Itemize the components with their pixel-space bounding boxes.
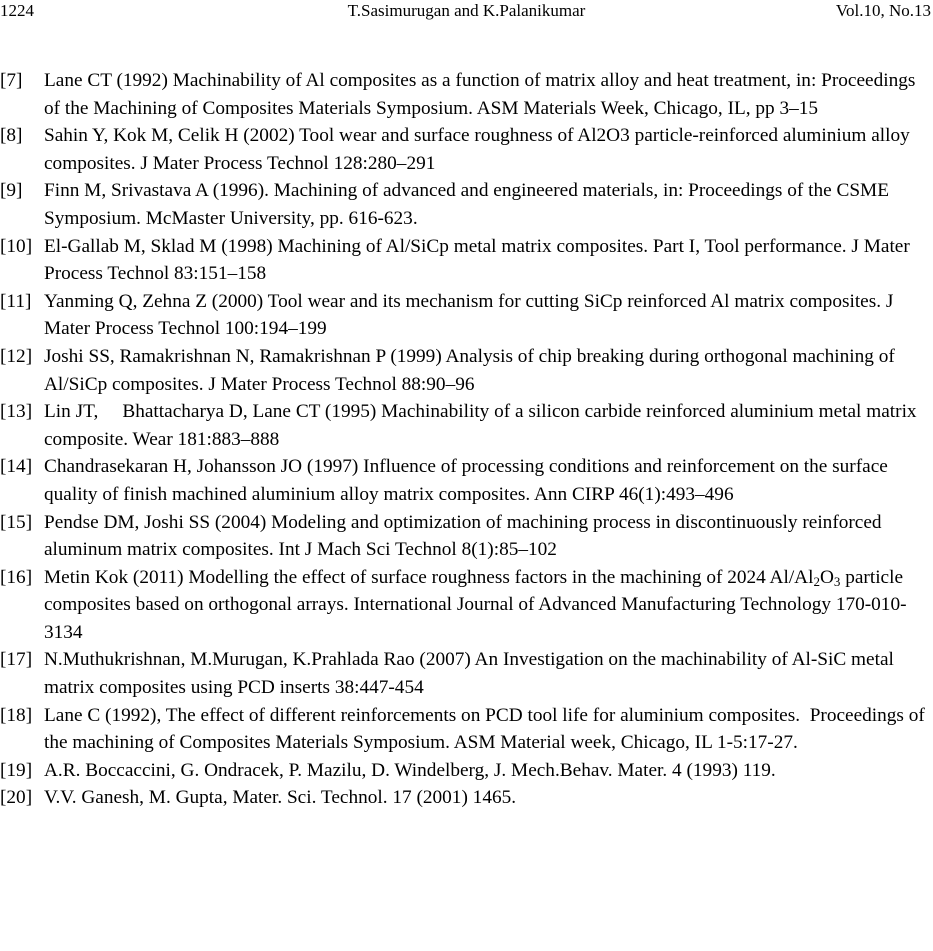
reference-item [0, 177, 933, 232]
reference-number: [12] [0, 345, 33, 367]
page-number: 1224 [0, 1, 34, 20]
reference-text: Sahin Y, Kok M, Celik H (2002) Tool wear and surface roughness of Al2O3 particle-reinforced aluminium alloy composites. J Mater Process Technol 128:280–291 [44, 125, 915, 174]
reference-text: Chandrasekaran H, Johansson JO (1997) Influence of processing conditions and reinforcement on the surface quality of finish machined aluminium alloy matrix composites. Ann CIRP 46(1):493–496 [44, 456, 893, 505]
reference-item [0, 453, 933, 508]
reference-item [0, 288, 933, 343]
reference-number: [17] [0, 649, 33, 671]
reference-list [0, 67, 933, 812]
running-header [0, 0, 933, 24]
reference-item [0, 67, 933, 122]
reference-text: Finn M, Srivastava A (1996). Machining of advanced and engineered materials, in: Proceedings of the CSME Symposium. McMaster University, pp. 616-623. [44, 180, 894, 229]
reference-text-part: particle composites based on orthogonal arrays. International Journal of Advanced Manufacturing Technology 170-010-3134 [44, 566, 908, 643]
reference-item [0, 122, 933, 177]
reference-text: Lin JT, Bhattacharya D, Lane CT (1995) Machinability of a silicon carbide reinforced aluminium metal matrix composite. Wear 181:883–888 [44, 401, 922, 450]
reference-number: [15] [0, 511, 33, 533]
reference-item [0, 757, 933, 785]
reference-text: V.V. Ganesh, M. Gupta, Mater. Sci. Technol. 17 (2001) 1465. [44, 787, 517, 809]
reference-number: [13] [0, 401, 33, 423]
reference-text [44, 567, 908, 643]
reference-text: El-Gallab M, Sklad M (1998) Machining of Al/SiCp metal matrix composites. Part I, Tool performance. J Mater Process Technol 83:151–158 [44, 235, 915, 285]
subscript: 2 [813, 573, 820, 589]
reference-text: Yanming Q, Zehna Z (2000) Tool wear and its mechanism for cutting SiCp reinforced Al matrix composites. J Mater Process Technol 100:194–199 [44, 290, 899, 340]
reference-item [0, 564, 933, 647]
reference-number: [10] [0, 235, 33, 257]
reference-item [0, 509, 933, 564]
reference-text-part: Metin Kok (2011) Modelling the effect of surface roughness factors in the machining of 2024 Al/Al [44, 566, 814, 588]
reference-number: [14] [0, 456, 33, 478]
reference-text: Joshi SS, Ramakrishnan N, Ramakrishnan P (1999) Analysis of chip breaking during orthogonal machining of Al/SiCp composites. J Mater Process Technol 88:90–96 [44, 345, 899, 395]
running-authors: T.Sasimurugan and K.Palanikumar [347, 1, 586, 20]
reference-text: N.Muthukrishnan, M.Murugan, K.Prahlada Rao (2007) An Investigation on the machinability of Al-SiC metal matrix composites using PCD inserts 38:447-454 [44, 649, 899, 699]
reference-item [0, 702, 933, 757]
journal-volume: Vol.10, No.13 [835, 1, 931, 20]
reference-item [0, 646, 933, 701]
reference-item [0, 784, 933, 812]
subscript: 3 [833, 573, 841, 589]
reference-text: Lane C (1992), The effect of different reinforcements on PCD tool life for aluminium composites. Proceedings of the machining of Composites Materials Symposium. ASM Material week, Chicago, IL 1-5:17-27. [44, 704, 930, 754]
reference-number: [7] [0, 70, 23, 91]
reference-text: A.R. Boccaccini, G. Ondracek, P. Mazilu, D. Windelberg, J. Mech.Behav. Mater. 4 (1993) 119. [44, 759, 776, 781]
reference-number: [16] [0, 566, 33, 588]
reference-item [0, 398, 933, 453]
reference-number: [20] [0, 787, 33, 809]
reference-number: [19] [0, 759, 33, 781]
reference-text: Lane CT (1992) Machinability of Al composites as a function of matrix alloy and heat treatment, in: Proceedings of the Machining of Composites Materials Symposium. ASM Materials Week, Chicago, IL, pp 3–15 [44, 70, 921, 119]
reference-item [0, 233, 933, 288]
reference-number: [11] [0, 290, 32, 312]
reference-text-part: O [819, 566, 834, 588]
reference-number: [9] [0, 180, 23, 202]
reference-item [0, 343, 933, 398]
reference-text: Pendse DM, Joshi SS (2004) Modeling and optimization of machining process in discontinuously reinforced aluminum matrix composites. Int J Mach Sci Technol 8(1):85–102 [44, 511, 887, 561]
reference-number: [8] [0, 125, 23, 147]
reference-number: [18] [0, 704, 33, 726]
